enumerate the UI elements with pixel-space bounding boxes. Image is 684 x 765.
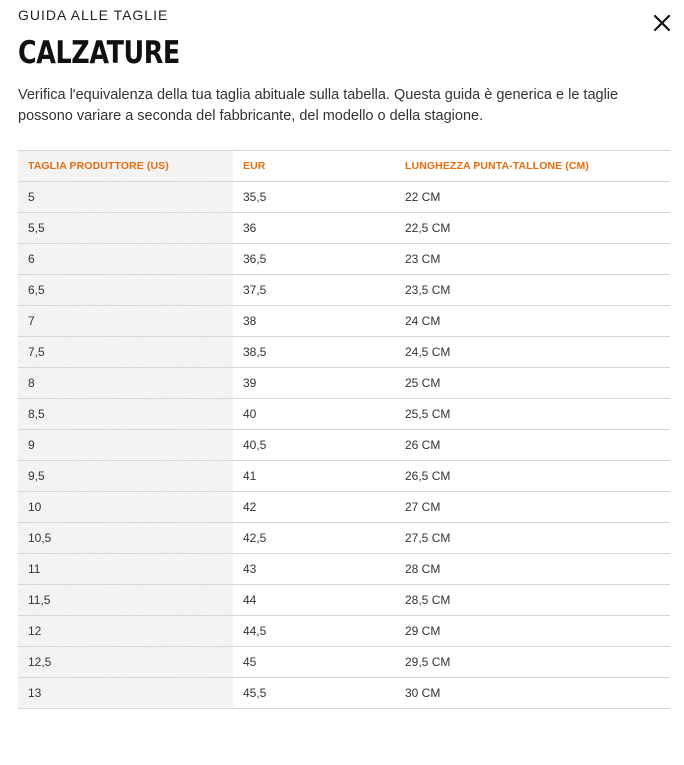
table-row [18,182,670,213]
cell-us-size: 11 [18,554,233,585]
table-row [18,368,670,399]
cell-eur-size: 37,5 [233,275,395,306]
page-title: CALZATURE [18,35,180,71]
cell-eur-size: 43 [233,554,395,585]
cell-foot-length: 23,5 CM [395,275,670,306]
cell-us-size: 9,5 [18,461,233,492]
cell-eur-size: 36 [233,213,395,244]
header-eur-size: EUR [233,151,395,182]
header-foot-length: LUNGHEZZA PUNTA-TALLONE (CM) [395,151,670,182]
cell-us-size: 5,5 [18,213,233,244]
cell-foot-length: 30 CM [395,678,670,709]
cell-eur-size: 40 [233,399,395,430]
table-row [18,337,670,368]
cell-foot-length: 29 CM [395,616,670,647]
cell-eur-size: 42 [233,492,395,523]
table-row [18,523,670,554]
cell-eur-size: 38 [233,306,395,337]
size-table [18,150,670,709]
cell-foot-length: 22,5 CM [395,213,670,244]
header-us-size: TAGLIA PRODUTTORE (US) [18,151,233,182]
cell-foot-length: 25,5 CM [395,399,670,430]
cell-foot-length: 26,5 CM [395,461,670,492]
cell-eur-size: 45 [233,647,395,678]
table-row [18,275,670,306]
cell-eur-size: 41 [233,461,395,492]
cell-eur-size: 44 [233,585,395,616]
cell-foot-length: 27,5 CM [395,523,670,554]
cell-us-size: 11,5 [18,585,233,616]
table-row [18,430,670,461]
cell-foot-length: 28 CM [395,554,670,585]
cell-foot-length: 28,5 CM [395,585,670,616]
table-row [18,616,670,647]
cell-eur-size: 44,5 [233,616,395,647]
table-row [18,585,670,616]
table-row [18,678,670,709]
close-icon [652,13,672,33]
table-row [18,461,670,492]
cell-eur-size: 40,5 [233,430,395,461]
cell-foot-length: 25 CM [395,368,670,399]
table-row [18,213,670,244]
cell-eur-size: 42,5 [233,523,395,554]
cell-eur-size: 35,5 [233,182,395,213]
cell-us-size: 7 [18,306,233,337]
intro-text: Verifica l'equivalenza della tua taglia abituale sulla tabella. Questa guida è generica e le taglie possono variare a seconda del fabbricante, del modello o della stagione. [18,87,619,124]
cell-eur-size: 38,5 [233,337,395,368]
cell-eur-size: 36,5 [233,244,395,275]
cell-foot-length: 29,5 CM [395,647,670,678]
modal-eyebrow: GUIDA ALLE TAGLIE [18,7,169,23]
cell-us-size: 6 [18,244,233,275]
cell-eur-size: 39 [233,368,395,399]
table-row [18,306,670,337]
cell-us-size: 8,5 [18,399,233,430]
cell-us-size: 5 [18,182,233,213]
cell-us-size: 12 [18,616,233,647]
table-header-row [18,151,670,182]
cell-us-size: 13 [18,678,233,709]
cell-us-size: 6,5 [18,275,233,306]
close-button[interactable] [652,13,672,33]
cell-eur-size: 45,5 [233,678,395,709]
cell-foot-length: 24 CM [395,306,670,337]
table-row [18,244,670,275]
cell-foot-length: 24,5 CM [395,337,670,368]
cell-foot-length: 26 CM [395,430,670,461]
table-row [18,647,670,678]
cell-foot-length: 22 CM [395,182,670,213]
cell-foot-length: 23 CM [395,244,670,275]
cell-us-size: 7,5 [18,337,233,368]
cell-us-size: 8 [18,368,233,399]
table-row [18,399,670,430]
cell-us-size: 10 [18,492,233,523]
table-row [18,492,670,523]
cell-us-size: 10,5 [18,523,233,554]
table-row [18,554,670,585]
cell-us-size: 12,5 [18,647,233,678]
cell-foot-length: 27 CM [395,492,670,523]
cell-us-size: 9 [18,430,233,461]
